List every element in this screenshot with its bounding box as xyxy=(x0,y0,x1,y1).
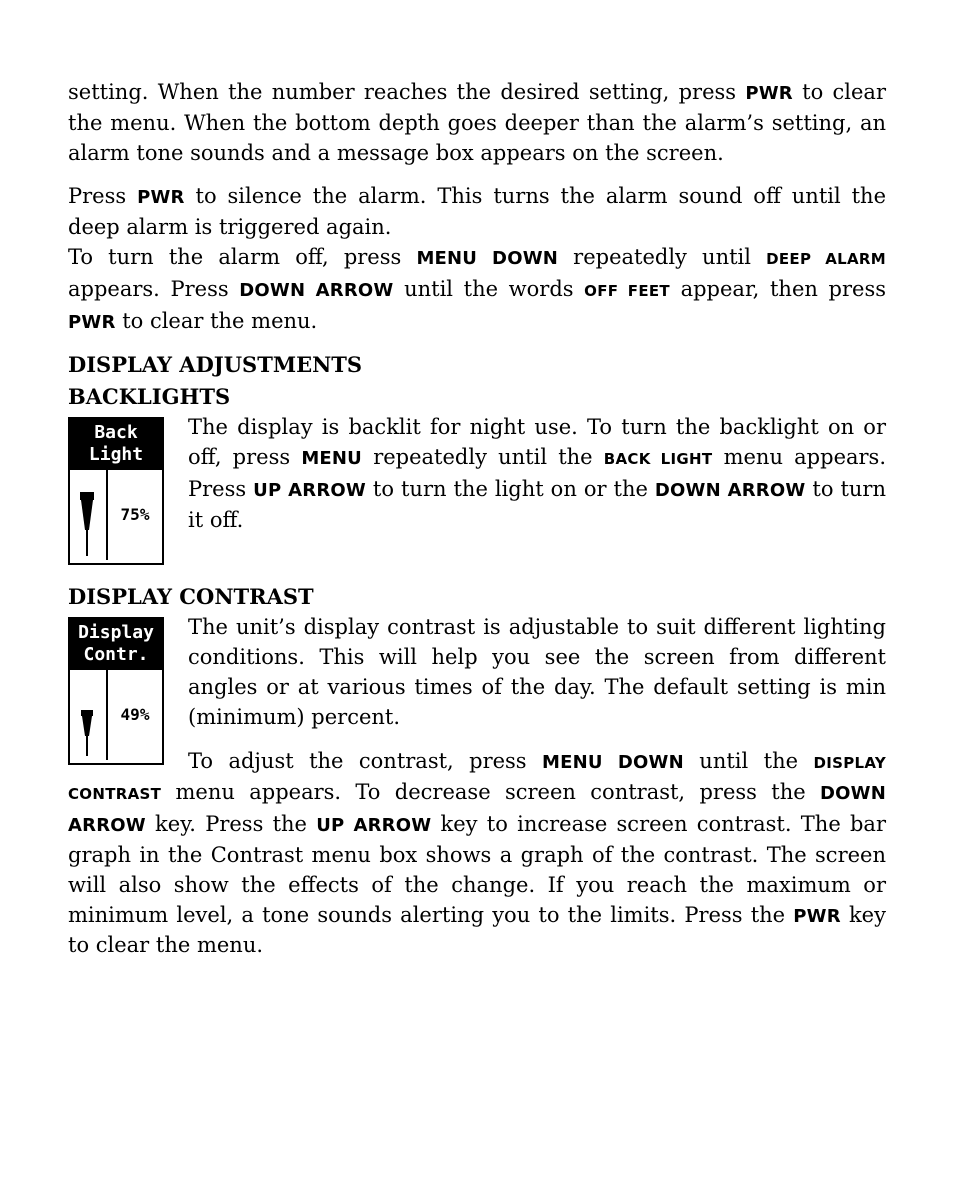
menu-name-display-contrast: DISPLAY CONTRAST xyxy=(68,753,886,804)
key-menu: MENU xyxy=(301,448,363,470)
level-bar-icon xyxy=(70,470,106,560)
text: until the words xyxy=(393,276,585,301)
key-pwr: PWR xyxy=(793,905,841,927)
contrast-section xyxy=(68,613,886,961)
level-value: 75% xyxy=(120,505,150,525)
text: repeatedly until the xyxy=(362,445,604,470)
text: to turn it off. xyxy=(188,476,886,532)
text: Press xyxy=(68,184,138,209)
text: The display is backlit for night use. To turn the backlight on or off, press xyxy=(188,415,886,470)
text: repeatedly until xyxy=(558,244,767,269)
backlight-menu-icon xyxy=(68,417,164,565)
level-bar xyxy=(70,470,108,560)
key-pwr: PWR xyxy=(745,83,793,104)
text: menu appears. Press xyxy=(188,445,887,501)
heading-backlights: BACKLIGHTS xyxy=(68,384,231,410)
key-menu-down: MENU DOWN xyxy=(542,751,684,773)
menu-name-deep-alarm: DEEP ALARM xyxy=(766,249,887,268)
text: The unit’s display contrast is adjustable to suit different lighting conditions. This will help you see the screen from different angles or at various times of the day. The default setting is min (minimum) percent. xyxy=(188,615,886,729)
contrast-menu-icon xyxy=(68,617,164,765)
text: To adjust the contrast, press xyxy=(188,748,543,773)
text: key to clear the menu. xyxy=(68,902,886,958)
key-up-arrow: UP ARROW xyxy=(253,479,366,501)
key-down-arrow: DOWN ARROW xyxy=(654,479,806,501)
icon-title xyxy=(70,619,162,670)
backlight-section xyxy=(68,413,886,569)
icon-title xyxy=(70,419,162,470)
paragraph-alarm-setting xyxy=(68,78,886,168)
paragraph-backlight xyxy=(68,413,886,535)
heading-display-contrast: DISPLAY CONTRAST xyxy=(68,584,314,610)
icon-body xyxy=(70,470,162,560)
heading-display-adjustments: DISPLAY ADJUSTMENTS xyxy=(68,352,363,378)
level-bar-icon xyxy=(70,670,106,760)
text: until the xyxy=(683,748,814,773)
icon-title-line2: Light xyxy=(88,444,144,466)
text: To turn the alarm off, press xyxy=(68,244,417,269)
text: to clear the menu. When the bottom depth goes deeper than the alarm’s setting, an alarm tone sounds and a message box appears on the screen. xyxy=(68,80,886,165)
icon-body xyxy=(70,670,162,760)
text: key to increase screen contrast. The bar graph in the Contrast menu box shows a graph of the contrast. The screen will also show the effects of the change. If you reach the maximum or minimum level, a tone sounds alerting you to the limits. Press the xyxy=(68,812,886,927)
manual-page xyxy=(68,78,886,961)
text: appears. Press xyxy=(68,276,240,301)
level-bar xyxy=(70,670,108,760)
menu-name-back-light: BACK LIGHT xyxy=(603,450,713,469)
text: menu appears. To decrease screen contrast, press the xyxy=(161,780,821,805)
paragraph-alarm-off xyxy=(68,243,886,337)
icon-title-line2: Contr. xyxy=(83,644,149,666)
icon-title-line1: Back xyxy=(94,422,138,444)
paragraph-contrast-adjust xyxy=(68,747,886,962)
paragraph-contrast-intro xyxy=(68,613,886,732)
text: to clear the menu. xyxy=(115,308,318,333)
text: key. Press the xyxy=(145,812,317,837)
text: to silence the alarm. This turns the alarm sound off until the deep alarm is triggered again. xyxy=(68,184,887,240)
key-up-arrow: UP ARROW xyxy=(316,815,432,837)
key-down-arrow: DOWN ARROW xyxy=(239,279,394,301)
key-down-arrow: DOWN ARROW xyxy=(68,783,886,837)
text: to turn the light on or the xyxy=(365,476,655,501)
key-menu-down: MENU DOWN xyxy=(416,247,559,269)
paragraph-silence-alarm xyxy=(68,182,886,243)
level-value: 49% xyxy=(120,705,150,725)
key-pwr: PWR xyxy=(137,187,185,209)
text: appear, then press xyxy=(669,276,886,301)
key-pwr: PWR xyxy=(68,311,116,333)
menu-name-off-feet: OFF FEET xyxy=(584,281,670,300)
icon-title-line1: Display xyxy=(78,622,154,644)
text: setting. When the number reaches the desired setting, press xyxy=(68,80,746,104)
